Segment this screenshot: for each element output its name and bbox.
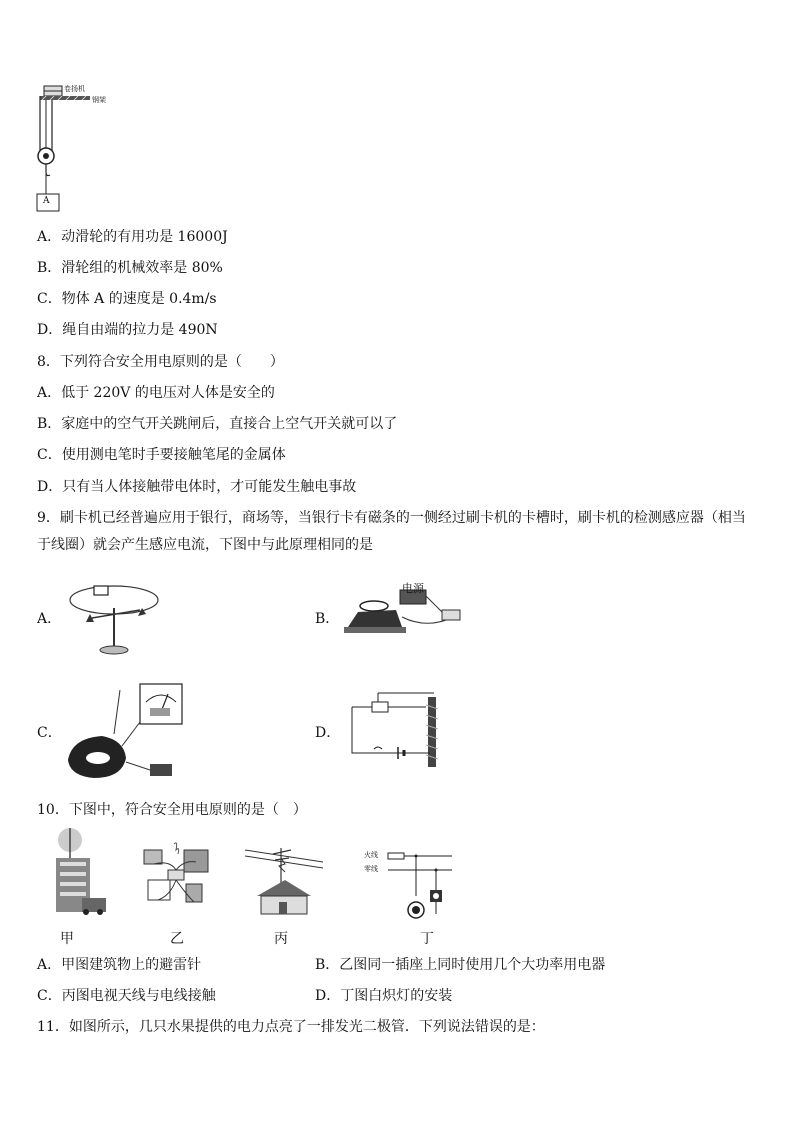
q8-option-c: C．使用测电笔时手要接触笔尾的金属体: [37, 447, 286, 463]
q8-option-d: D．只有当人体接触带电体时，才可能发生触电事故: [37, 479, 357, 495]
q10-label-jia: 甲: [60, 931, 74, 947]
q9-figure-d: [338, 683, 446, 775]
q9-figure-c: [62, 680, 186, 788]
block-a-label: A: [43, 196, 50, 206]
q8-option-b: B．家庭中的空气开关跳闸后，直接合上空气开关就可以了: [37, 416, 398, 432]
q9-option-d-letter: D．: [315, 725, 341, 741]
q9-option-a-letter: A．: [37, 611, 62, 627]
q11-stem: 11．如图所示，几只水果提供的电力点亮了一排发光二极管．下列说法错误的是：: [37, 1019, 545, 1035]
q9-option-b-letter: B．: [315, 611, 340, 627]
q9-figure-b-text: 电源: [402, 582, 424, 595]
q7-option-a: A．动滑轮的有用功是 16000J: [37, 229, 228, 245]
q9-stem: 9．刷卡机已经普遍应用于银行，商场等，当银行卡有磁条的一侧经过刷卡机的卡槽时，刷卡机的检测感应器（相当于线圈）就会产生感应电流，下图中与此原理相同的是: [37, 510, 746, 553]
pulley-figure: [30, 82, 120, 212]
q7-option-b: B．滑轮组的机械效率是 80%: [37, 260, 223, 276]
winch-label: 卷扬机: [64, 85, 85, 93]
q10-figure-yi: [140, 840, 216, 916]
q10-option-c: C．丙图电视天线与电线接触: [37, 988, 216, 1004]
q7-option-c: C．物体 A 的速度是 0.4m/s: [37, 291, 217, 307]
neutral-wire-label: 零线: [364, 865, 378, 873]
q10-option-a: A．甲图建筑物上的避雷针: [37, 957, 202, 973]
q9-option-c-letter: C．: [37, 725, 62, 741]
q8-stem: 8．下列符合安全用电原则的是（ ）: [37, 354, 284, 370]
q10-figure-bing: [245, 840, 323, 916]
q8-option-a: A．低于 220V 的电压对人体是安全的: [37, 385, 275, 401]
q9-figure-b: [338, 582, 468, 652]
frame-label: 钢架: [92, 96, 106, 104]
q9-figure-a: [62, 578, 170, 660]
q10-figure-jia: [48, 828, 108, 916]
q7-option-d: D．绳自由端的拉力是 490N: [37, 322, 218, 338]
q10-option-d: D．丁图白炽灯的安装: [315, 988, 453, 1004]
q10-stem: 10．下图中，符合安全用电原则的是（ ）: [37, 802, 307, 818]
q10-label-ding: 丁: [420, 931, 434, 947]
q10-figure-ding: [360, 848, 456, 924]
live-wire-label: 火线: [364, 851, 378, 859]
q10-option-b: B．乙图同一插座上同时使用几个大功率用电器: [315, 957, 606, 973]
q10-label-bing: 丙: [274, 931, 288, 947]
q10-label-yi: 乙: [170, 931, 184, 947]
